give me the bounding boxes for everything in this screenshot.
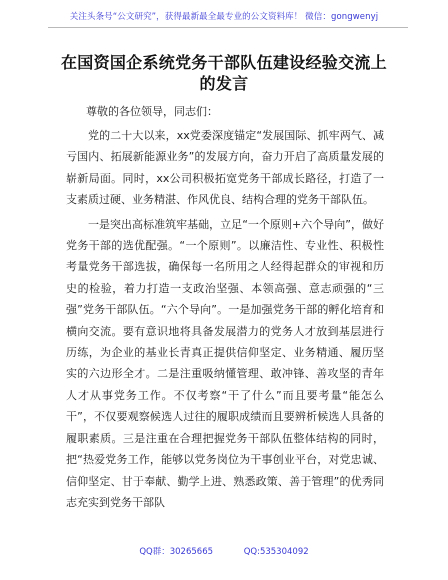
document-body [66,125,384,516]
paragraph: 一是突出高标准筑牢基础，立足“一个原则+六个导向”，做好党务干部的选优配强。“一个原则”。以廉洁性、专业性、积极性考量党务干部选拔，确保每一名所用之人经得起群众的审视和历史的检验，着力打造一支政治坚强、本领高强、意志顽强的“三强”党务干部队伍。“六个导向”。一是加强党务干部的孵化培育和横向交流。要有意识地将具备发展潜力的党务人才放到基层进行历练，为企业的基业长青真正提供信仰坚定、业务精通、履历坚实的六边形全才。二是注重吸纳懂管理、敢冲锋、善攻坚的青年人才从事党务工作。不仅考察“干了什么”而且要考量“能怎么干”，不仅要观察候选人过往的履职成绩而且要辨析候选人具备的履职素质。三是注重在合理把握党务干部队伍整体结构的同时，把“热爱党务工作，能够以党务岗位为干事创业平台，对党忠诚、信仰坚定、甘于奉献、勤学上进、熟悉政策、善于管理”的优秀同志充实到党务干部队 [66,217,384,509]
footer-qq-group: QQ群：30265665 [139,547,214,557]
header-note: 关注头条号“公文研究”，获得最新最全最专业的公文资料库！ 微信：gongwenyj [69,12,379,22]
header-divider [48,27,408,28]
salutation: 尊敬的各位领导，同志们： [86,105,218,118]
footer-qq: QQ:535304092 [243,547,309,557]
paragraph: 党的二十大以来，xx党委深度锚定“发展国际、抓牢两气、减亏国内、拓展新能源业务”的发展方向，奋力开启了高质量发展的崭新局面。同时，xx公司积极拓宽党务干部成长路径，打造了一支素质过硬、业务精湛、作风优良、结构合理的党务干部队伍。 [66,129,384,207]
document-title: 在国资国企系统党务干部队伍建设经验交流上的发言 [60,53,387,93]
footer-contacts [0,545,448,557]
